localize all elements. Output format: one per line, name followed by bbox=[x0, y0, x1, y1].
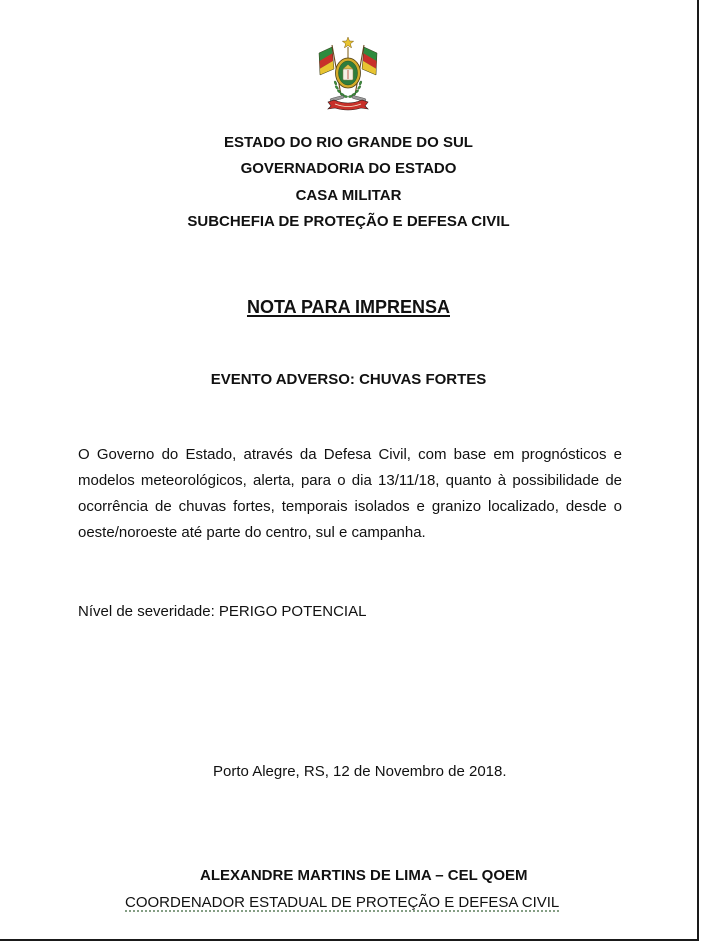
severity-level: Nível de severidade: PERIGO POTENCIAL bbox=[78, 603, 367, 620]
institution-header bbox=[0, 130, 697, 235]
star-ornament bbox=[342, 37, 353, 48]
header-line-military-house: CASA MILITAR bbox=[295, 186, 402, 204]
document-title-text: NOTA PARA IMPRENSA bbox=[246, 297, 450, 317]
coat-of-arms-emblem bbox=[316, 33, 380, 113]
signatory-role: COORDENADOR ESTADUAL DE PROTEÇÃO E DEFESA CIVIL bbox=[125, 894, 560, 911]
ribbon bbox=[328, 100, 368, 110]
coat-of-arms-icon bbox=[316, 33, 380, 113]
event-subtitle: EVENTO ADVERSO: CHUVAS FORTES bbox=[210, 371, 487, 388]
signatory-name: ALEXANDRE MARTINS DE LIMA – CEL QOEM bbox=[200, 867, 528, 884]
header-line-civil-defense: SUBCHEFIA DE PROTEÇÃO E DEFESA CIVIL bbox=[187, 212, 510, 230]
document-title bbox=[0, 296, 697, 318]
header-line-state: ESTADO DO RIO GRANDE DO SUL bbox=[224, 134, 473, 151]
oval-shield bbox=[336, 58, 361, 88]
body-paragraph: O Governo do Estado, através da Defesa Civil, com base em prognósticos e modelos meteorológicos, alerta, para o dia 13/11/18, quanto à possibilidade de ocorrência de chuvas fortes, temporais isolados e granizo localizado, desde o oeste/noroeste até parte do centro, sul e campanha. bbox=[78, 446, 622, 541]
place-and-date: Porto Alegre, RS, 12 de Novembro de 2018. bbox=[213, 763, 507, 780]
header-line-governorship: GOVERNADORIA DO ESTADO bbox=[240, 160, 457, 178]
